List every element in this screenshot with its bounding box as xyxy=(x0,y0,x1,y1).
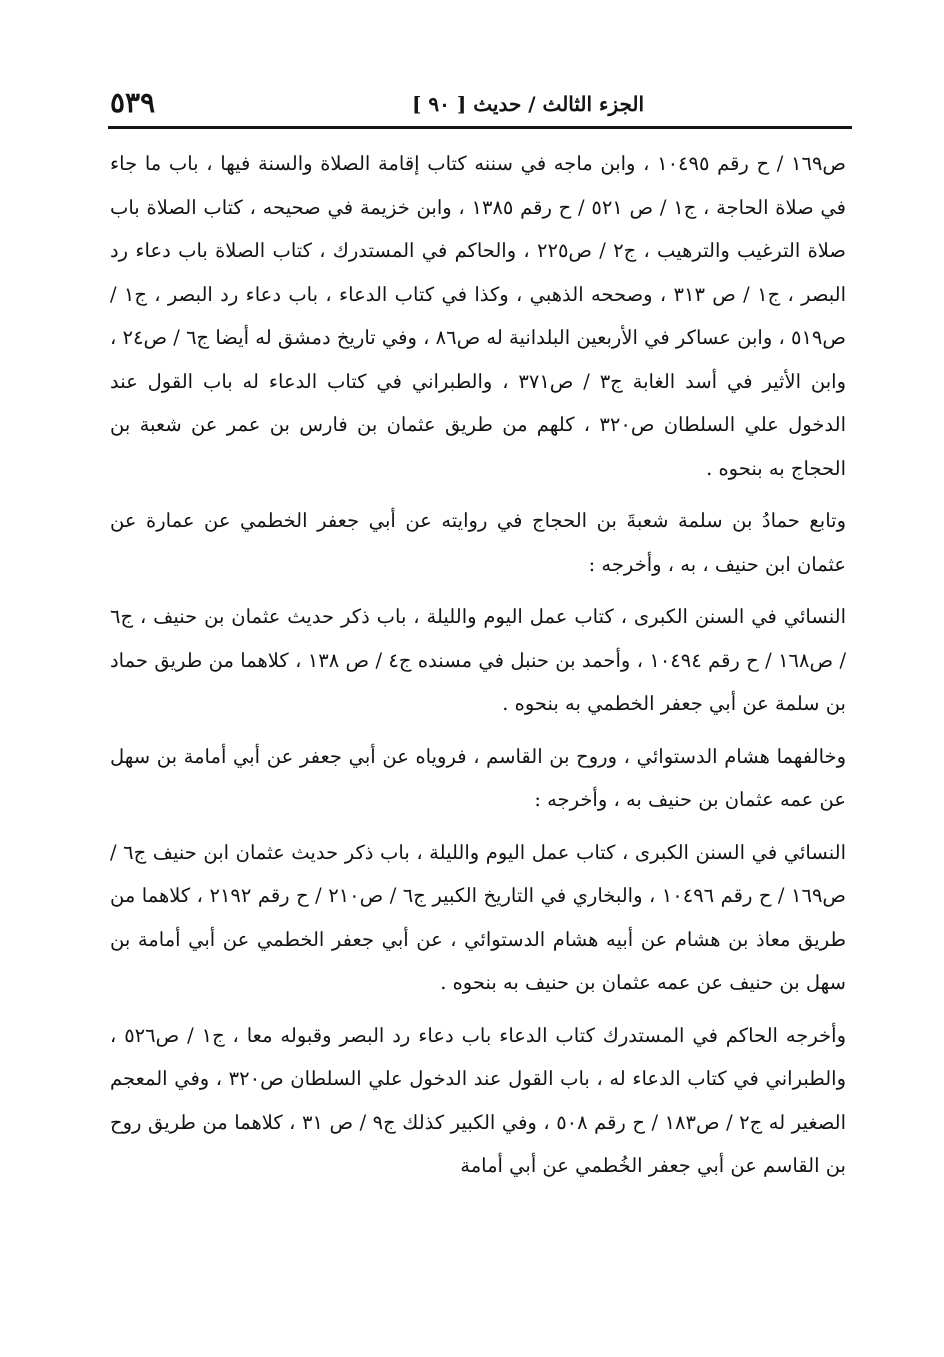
running-title: الجزء الثالث / حديث [ ٩٠ ] xyxy=(411,92,645,116)
paragraph-6: وأخرجه الحاكم في المستدرك كتاب الدعاء باب دعاء رد البصر وقبوله معا ، ج١ / ص٥٢٦ ، والطبراني في كتاب الدعاء له ، باب القول عند الدخول علي السلطان ص٣٢٠ ، وفي المعجم الصغير له ج٢ / ص١٨٣ / ح رقم ٥٠٨ ، وفي الكبير كذلك ج٩ / ص ٣١ ، كلاهما من طريق روح بن القاسم عن أبي جعفر الخُطمي عن أبي أمامة xyxy=(110,1023,847,1177)
paragraph-4: وخالفهما هشام الدستوائي ، وروح بن القاسم ، فروياه عن أبي جعفر عن أبي أمامة بن سهل عن عمه عثمان بن حنيف به ، وأخرجه : xyxy=(110,744,846,811)
body-text xyxy=(110,142,846,1197)
paragraph-3: النسائي في السنن الكبرى ، كتاب عمل اليوم والليلة ، باب ذكر حديث عثمان بن حنيف ، ج٦ / ص١٦٨ / ح رقم ١٠٤٩٤ ، وأحمد بن حنبل في مسنده ج٤ / ص ١٣٨ ، كلاهما من طريق حماد بن سلمة عن أبي جعفر الخطمي به بنحوه . xyxy=(110,605,847,715)
paragraph-5: النسائي في السنن الكبرى ، كتاب عمل اليوم والليلة ، باب ذكر حديث عثمان ابن حنيف ج٦ / ص١٦٩ / ح رقم ١٠٤٩٦ ، والبخاري في التاريخ الكبير ج٦ / ص٢١٠ / ح رقم ٢١٩٢ ، كلاهما من طريق معاذ بن هشام عن أبيه هشام الدستوائي ، عن أبي جعفر الخطمي عن أبي أمامة بن سهل بن حنيف عن عمه عثمان بن حنيف به بنحوه . xyxy=(110,840,846,994)
page-number: ٥٣٩ xyxy=(110,86,156,119)
header-rule xyxy=(108,126,852,129)
paragraph-1: ص١٦٩ / ح رقم ١٠٤٩٥ ، وابن ماجه في سننه كتاب إقامة الصلاة والسنة فيها ، باب ما جاء في صلاة الحاجة ، ج١ / ص ٥٢١ / ح رقم ١٣٨٥ ، وابن خزيمة في صحيحه ، كتاب الصلاة باب صلاة الترغيب والترهيب ، ج٢ / ص٢٢٥ ، والحاكم في المستدرك ، كتاب الصلاة باب دعاء رد البصر ، ج١ / ص ٣١٣ ، وصححه الذهبي ، وكذا في كتاب الدعاء ، باب دعاء رد البصر ، ج١ / ص٥١٩ ، وابن عساكر في الأربعين البلدانية له ص٨٦ ، وفي تاريخ دمشق له أيضا ج٦ / ص٢٤ ، وابن الأثير في أسد الغابة ج٣ / ص٣٧١ ، والطبراني في كتاب الدعاء له باب القول عند الدخول علي السلطان ص٣٢٠ ، كلهم من طريق عثمان بن فارس بن عمر عن شعبة بن الحجاج به بنحوه . xyxy=(110,152,847,480)
paragraph-2: وتابع حمادُ بن سلمة شعبةَ بن الحجاج في روايته عن أبي جعفر الخطمي عن عمارة عن عثمان ابن حنيف ، به ، وأخرجه : xyxy=(110,509,846,576)
page-header xyxy=(108,84,852,128)
